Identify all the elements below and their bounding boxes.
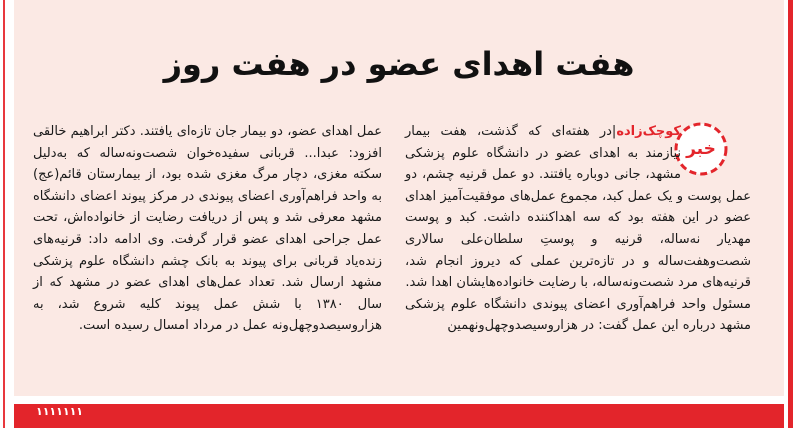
paragraph-text: در هفته‌ای که گذشت، هفت بیمار نیازمند به اهدای عضو در دانشگاه علوم پزشکی مشهد، جانی دوباره یافتند. دو عمل قرنیه چشم، دو عمل پوست و یک عمل کبد، مجموع عمل‌های موفقیت‌آمیز اهدای عضو در این هفته بود که سه اهداکننده داشت. کبد و پوست مهدیار نه‌ساله، قرنیه و پوستِ سلطان‌علی سالاری شصت‌وهفت‌ساله و در تازه‌ترین عملی که دیروز انجام شد، قرنیه‌های مرد شصت‌ونه‌ساله، با رضایت خانواده‌هایشان اهدا شد.: [405, 124, 751, 291]
left-rule: [3, 0, 5, 428]
article-paragraph: کوچک‌زاده|در هفته‌ای که گذشت، هفت بیمار نیازمند به اهدای عضو در دانشگاه علوم پزشکی مشهد، جانی دوباره یافتند. دو عمل قرنیه چشم، دو عمل پوست و یک عمل کبد، مجموع عمل‌های موفقیت‌آمیز اهدای عضو در این هفته بود که سه اهداکننده داشت. کبد و پوست مهدیار نه‌ساله، قرنیه و پوستِ سلطان‌علی سالاری شصت‌وهفت‌ساله و در تازه‌ترین عملی که دیروز انجام شد، قرنیه‌های مرد شصت‌ونه‌ساله، با رضایت خانواده‌هایشان اهدا شد.: [405, 124, 751, 291]
right-rule: [788, 0, 793, 428]
badge-label: خبر: [686, 139, 716, 159]
author-name: کوچک‌زاده: [616, 124, 681, 139]
footer-text: ۱۱۱۱۱۱۱: [36, 405, 83, 418]
article-column-right: [405, 121, 751, 337]
article-column-left: [33, 121, 382, 337]
article-paragraph-2: مسئول واحد فراهم‌آوری اعضای پیوندی دانشگاه علوم پزشکی مشهد درباره این عمل گفت: در هزاروسیصدوچهل‌ونهمین: [405, 296, 751, 334]
article-paragraph-3: عمل اهدای عضو، دو بیمار جان تازه‌ای یافتند. دکتر ابراهیم خالقی افزود: عبدا... قربانی سفیده‌خوان شصت‌و‌نه‌ساله که به‌دلیل سکته مغزی، دچار مرگ مغزی شده بود، از بیمارستان قائم(عج) به واحد فراهم‌آوری اعضای پیوندی در مرکز پیوند اعضای دانشگاه مشهد معرفی شد و پس از دریافت رضایت از خانواده‌اش، تحت عمل جراحی اهدای عضو قرار گرفت. وی ادامه داد: قرنیه‌های زنده‌یاد قربانی برای پیوند به بانک چشم دانشگاه علوم پزشکی مشهد ارسال شد. تعداد عمل‌های اهدای عضو در مشهد که از سال ۱۳۸۰ با شش عمل پیوند کلیه شروع شد، به هزاروسیصدوچهل‌ونه عمل در مرداد امسال رسیده است.: [33, 124, 383, 334]
article-title: هفت اهدای عضو در هفت روز: [163, 45, 635, 83]
footer-bar: [14, 404, 784, 428]
